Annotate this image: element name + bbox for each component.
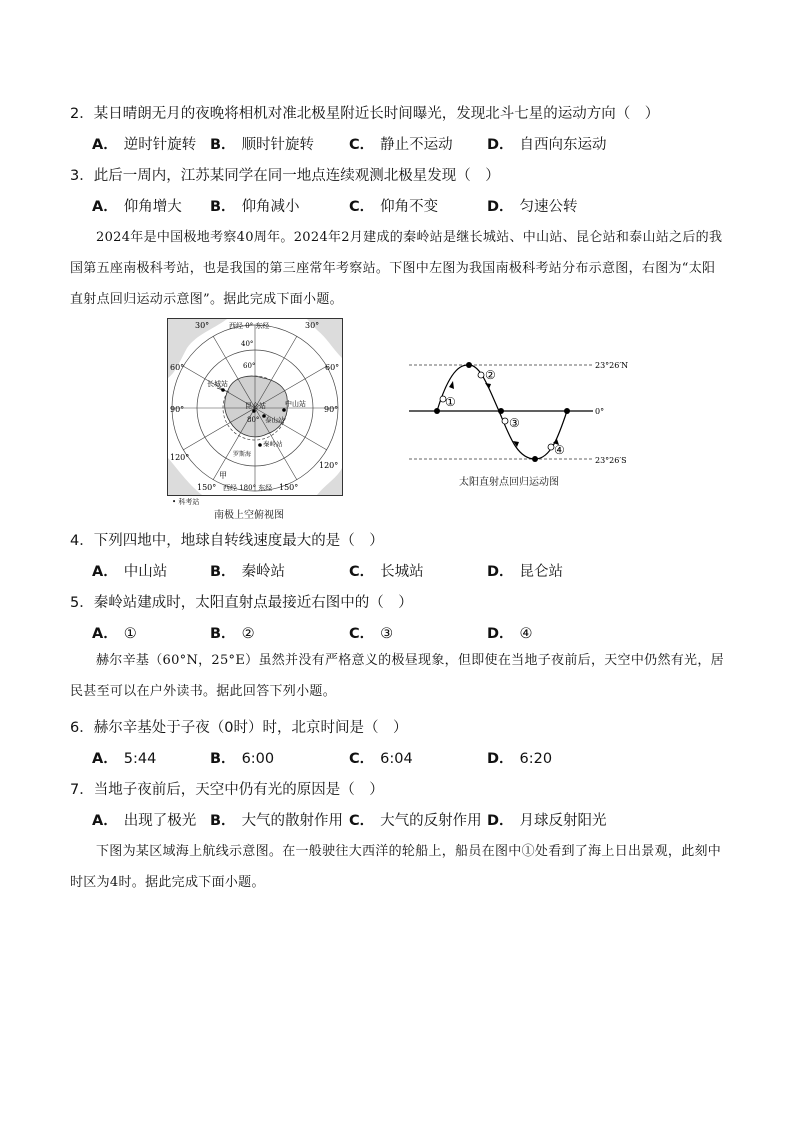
q4-option-b[interactable]: B． 秦岭站 — [210, 564, 286, 580]
lon-label-e120: 120° — [319, 461, 339, 470]
station-changcheng: 长城站 — [207, 380, 228, 388]
q4-option-c[interactable]: C． 长城站 — [349, 564, 424, 580]
orbit-caption: 太阳直射点回归运动图 — [459, 477, 559, 488]
orbit-point-2: ② — [485, 368, 496, 382]
q2-option-c[interactable]: C． 静止不运动 — [349, 137, 453, 153]
lon-label-w120: 120° — [170, 453, 190, 462]
sun-orbit-chart — [405, 355, 645, 475]
tropic-south-label: 23°26′S — [595, 456, 627, 465]
q5-option-d[interactable]: D． ④ — [487, 626, 533, 642]
orbit-point-3: ③ — [509, 416, 520, 430]
station-taishan: 泰山站 — [265, 416, 285, 424]
tropic-north-label: 23°26′N — [595, 361, 629, 370]
ross-sea-label: 罗斯海 — [233, 451, 252, 458]
orbit-point-1: ① — [445, 395, 456, 409]
q2-option-a[interactable]: A． 逆时针旋转 — [92, 137, 197, 153]
passage-antarctic-stations: 2024年是中国极地考察40周年。2024年2月建成的秦岭站是继长城站、中山站、昆仑站和泰山站之后的我国第五座南极科考站，也是我国的第三座常年考察站。下图中左图为我国南极科考站分布示意图，右图为“太阳直射点回归运动示意图”。据此完成下面小题。 — [70, 230, 723, 307]
q2-option-b[interactable]: B． 顺时针旋转 — [210, 137, 315, 153]
lon-label-e90: 90° — [324, 405, 339, 414]
question-7: 7．当地子夜前后，天空中仍有光的原因是（ ） — [70, 782, 384, 798]
q2-option-d[interactable]: D． 自西向东运动 — [487, 137, 607, 153]
q7-option-d[interactable]: D． 月球反射阳光 — [487, 813, 607, 829]
q6-option-c[interactable]: C． 6:04 — [349, 751, 413, 767]
question-2: 2．某日晴朗无月的夜晚将相机对准北极星附近长时间曝光，发现北斗七星的运动方向（ ） — [70, 106, 660, 122]
q4-option-d[interactable]: D． 昆仑站 — [487, 564, 564, 580]
passage-sea-route: 下图为某区域海上航线示意图。在一般驶往大西洋的轮船上，船员在图中①处看到了海上日出景观，此刻中时区为4时。据此完成下面小题。 — [70, 844, 722, 890]
map-bottom-label: 西经 180° 东经 — [223, 484, 273, 492]
station-kunlun: 昆仑站 — [245, 402, 266, 410]
lon-label-e30: 30° — [305, 321, 320, 330]
q5-option-a[interactable]: A． ① — [92, 626, 137, 642]
lon-label-w150: 150° — [197, 483, 217, 492]
q3-option-a[interactable]: A． 仰角增大 — [92, 199, 182, 215]
station-zhongshan: 中山站 — [285, 400, 306, 408]
q6-option-d[interactable]: D． 6:20 — [487, 751, 553, 767]
map-legend: • 科考站 — [172, 498, 200, 506]
station-dot-zhongshan — [282, 408, 286, 412]
antarctic-map — [167, 318, 343, 496]
q7-option-a[interactable]: A． 出现了极光 — [92, 813, 197, 829]
lon-label-w90: 90° — [170, 405, 185, 414]
station-qinling: 秦岭站 — [263, 440, 283, 448]
q3-option-b[interactable]: B． 仰角减小 — [210, 199, 300, 215]
q4-option-a[interactable]: A． 中山站 — [92, 564, 168, 580]
q5-option-b[interactable]: B． ② — [210, 626, 255, 642]
passage-helsinki: 赫尔辛基（60°N，25°E）虽然并没有严格意义的极昼现象，但即使在当地子夜前后，天空中仍然有光，居民甚至可以在户外读书。据此回答下列小题。 — [70, 653, 724, 699]
q7-option-b[interactable]: B． 大气的散射作用 — [210, 813, 344, 829]
station-dot-changcheng — [221, 388, 225, 392]
lat-label-60: 60° — [243, 362, 256, 370]
q6-option-b[interactable]: B． 6:00 — [210, 751, 275, 767]
q3-option-c[interactable]: C． 仰角不变 — [349, 199, 439, 215]
question-5: 5．秦岭站建成时，太阳直射点最接近右图中的（ ） — [70, 595, 413, 611]
map-top-label: 西经 0° 东经 — [229, 322, 270, 330]
q7-option-c[interactable]: C． 大气的反射作用 — [349, 813, 482, 829]
lon-label-w60: 60° — [170, 363, 185, 372]
question-6: 6．赫尔辛基处于子夜（0时）时，北京时间是（ ） — [70, 720, 408, 736]
q6-option-a[interactable]: A． 5:44 — [92, 751, 157, 767]
point-jia-label: 甲 — [219, 471, 227, 480]
map-caption: 南极上空俯视图 — [214, 510, 284, 521]
station-dot-qinling — [258, 443, 262, 447]
orbit-point-4: ④ — [554, 443, 565, 457]
question-3: 3．此后一周内，江苏某同学在同一地点连续观测北极星发现（ ） — [70, 168, 500, 184]
lat-label-80: 80° — [247, 416, 260, 424]
lat-label-40: 40° — [241, 340, 254, 348]
lon-label-e150: 150° — [279, 483, 299, 492]
q3-option-d[interactable]: D． 匀速公转 — [487, 199, 578, 215]
question-4: 4．下列四地中，地球自转线速度最大的是（ ） — [70, 533, 384, 549]
equator-label: 0° — [595, 407, 605, 416]
lon-label-w30: 30° — [195, 321, 210, 330]
lon-label-e60: 60° — [325, 363, 340, 372]
q5-option-c[interactable]: C． ③ — [349, 626, 394, 642]
